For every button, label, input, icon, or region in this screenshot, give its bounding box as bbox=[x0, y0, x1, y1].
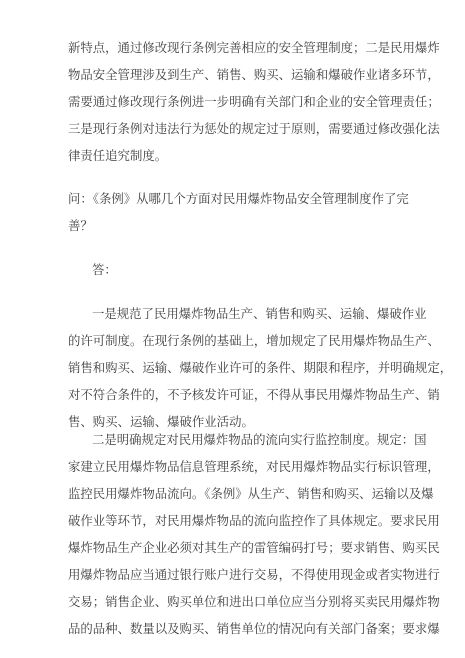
paragraph-licensing bbox=[68, 300, 453, 435]
text-line: 对不符合条件的，不予核发许可证，不得从事民用爆炸物品生产、销 bbox=[68, 387, 440, 402]
text-line: 家建立民用爆炸物品信息管理系统，对民用爆炸物品实行标识管理， bbox=[68, 459, 440, 474]
text-line: 交易；销售企业、购买单位和进出口单位应当分别将买卖民用爆炸物 bbox=[68, 594, 440, 609]
text-line: 销售和购买、运输、爆破作业许可的条件、期限和程序，并明确规定， bbox=[68, 360, 453, 375]
text-line: 物品安全管理涉及到生产、销售、购买、运输和爆破作业诸多环节， bbox=[68, 67, 440, 82]
answer-label bbox=[68, 256, 400, 283]
text-line: 用爆炸物品应当通过银行账户进行交易，不得使用现金或者实物进行 bbox=[68, 567, 440, 582]
text-line: 的许可制度。在现行条例的基础上，增加规定了民用爆炸物品生产、 bbox=[68, 333, 440, 348]
text-line: 三是现行条例对违法行为惩处的规定过于原则，需要通过修改强化法 bbox=[68, 121, 440, 136]
text-line: 新特点，通过修改现行条例完善相应的安全管理制度；二是民用爆炸 bbox=[68, 40, 440, 55]
text-line: 破作业等环节，对民用爆炸物品的流向监控作了具体规定。要求民用 bbox=[68, 513, 440, 528]
text-line: 二是明确规定对民用爆炸物品的流向实行监控制度。规定：国 bbox=[92, 432, 427, 447]
text-line: 品的品种、数量以及购买、销售单位的情况向有关部门备案；要求爆 bbox=[68, 621, 440, 636]
text-line: 一是规范了民用爆炸物品生产、销售和购买、运输、爆破作业 bbox=[92, 306, 427, 321]
paragraph-flow-monitoring bbox=[68, 426, 440, 642]
text-line: 售、购买、运输、爆破作业活动。 bbox=[68, 414, 254, 429]
text-line: 问：《条例》从哪几个方面对民用爆炸物品安全管理制度作了完 bbox=[68, 191, 409, 206]
text-line: 善？ bbox=[68, 218, 93, 233]
paragraph-1 bbox=[68, 34, 440, 169]
text-line: 爆炸物品生产企业必须对其生产的雷管编码打号；要求销售、购买民 bbox=[68, 540, 440, 555]
text-line: 律责任追究制度。 bbox=[68, 148, 168, 163]
text-line: 答： bbox=[92, 262, 117, 277]
text-line: 需要通过修改现行条例进一步明确有关部门和企业的安全管理责任； bbox=[68, 94, 440, 109]
text-line: 监控民用爆炸物品流向。《条例》从生产、销售和购买、运输以及爆 bbox=[68, 486, 434, 501]
question-paragraph bbox=[68, 185, 409, 239]
